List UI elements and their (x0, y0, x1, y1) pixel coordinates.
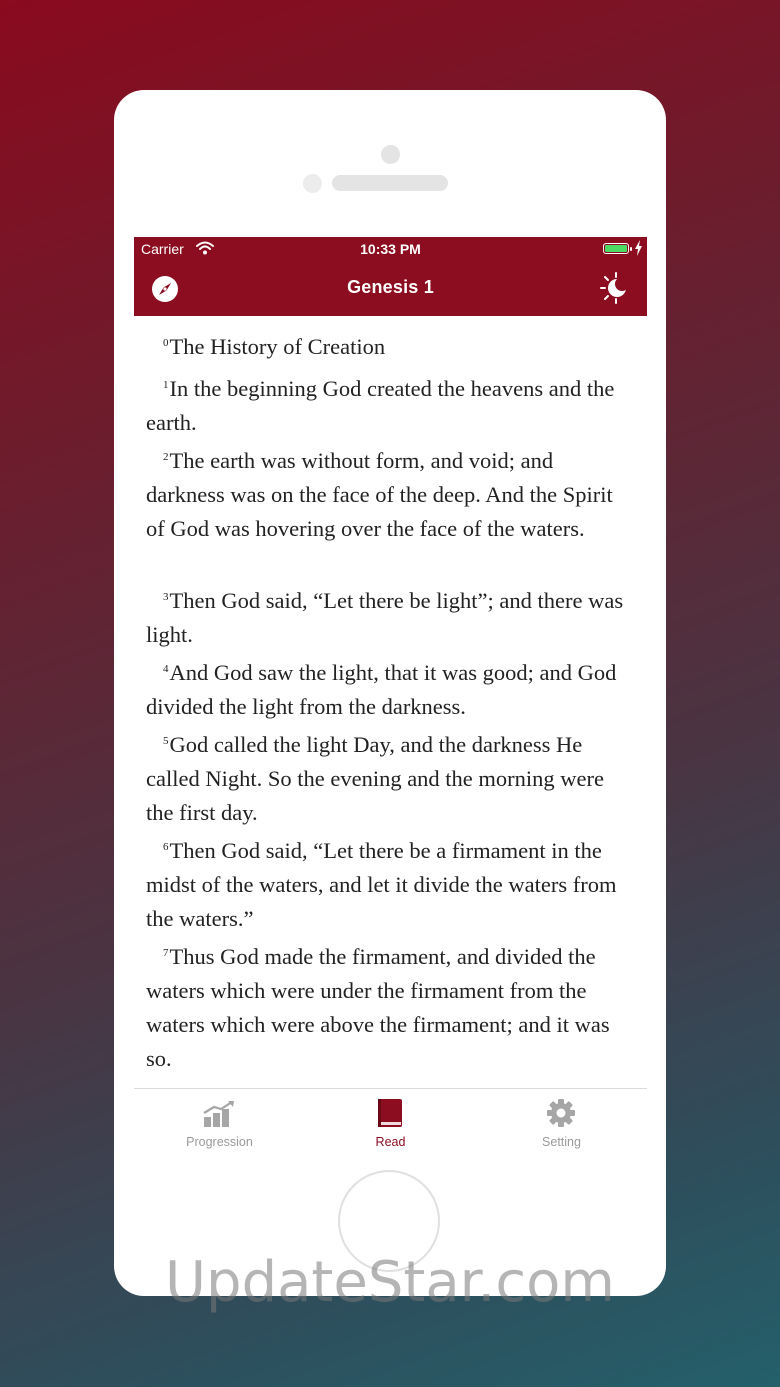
tab-progression[interactable] (134, 1089, 305, 1157)
heading-text: The History of Creation (169, 334, 386, 359)
tab-bar (134, 1088, 647, 1157)
sensor (303, 174, 322, 193)
verse-number: 4 (163, 662, 169, 675)
verse-number: 3 (163, 590, 169, 603)
verse-number: 1 (163, 378, 169, 391)
verse (146, 834, 636, 936)
status-bar (134, 237, 647, 261)
phone-frame (114, 90, 666, 1296)
book-icon (373, 1099, 407, 1129)
tab-label: Setting (542, 1135, 581, 1149)
verse-text: And God saw the light, that it was good; and God divided the light from the darkness. (146, 660, 617, 719)
carrier-label: Carrier (141, 241, 184, 257)
watermark: UpdateStar.com (165, 1250, 615, 1315)
nav-bar (134, 261, 647, 316)
chart-icon (202, 1099, 236, 1129)
verse-number: 5 (163, 734, 169, 747)
verse-text: Then God said, “Let there be light”; and there was light. (146, 588, 624, 647)
verse-number: 2 (163, 450, 169, 463)
verse (146, 444, 636, 546)
tab-setting[interactable] (476, 1089, 647, 1157)
tab-read[interactable] (305, 1089, 476, 1157)
verse-number: 0 (163, 336, 169, 349)
day-night-icon[interactable] (599, 271, 633, 305)
page-title: Genesis 1 (347, 277, 434, 297)
tab-label: Progression (186, 1135, 253, 1149)
reading-pane[interactable] (134, 316, 647, 1088)
verse (146, 728, 636, 830)
verse-number: 7 (163, 946, 169, 959)
verse (146, 584, 636, 652)
verse-text: In the beginning God created the heavens and the earth. (146, 376, 615, 435)
battery-icon (603, 243, 629, 254)
section-heading (163, 330, 385, 364)
charging-icon (634, 240, 643, 256)
verse (146, 372, 636, 440)
camera (381, 145, 400, 164)
clock: 10:33 PM (360, 241, 421, 257)
verse-text: God called the light Day, and the darkness He called Night. So the evening and the morning were the first day. (146, 732, 604, 825)
verse (146, 656, 636, 724)
verse (146, 940, 636, 1076)
verse-text: Then God said, “Let there be a firmament in the midst of the waters, and let it divide the waters from the waters.” (146, 838, 617, 931)
verse-text: Thus God made the firmament, and divided the waters which were under the firmament from the waters which were above the firmament; and it was so. (146, 944, 610, 1071)
verse-number: 6 (163, 840, 169, 853)
gear-icon (544, 1099, 578, 1129)
speaker (332, 175, 448, 191)
tab-label: Read (375, 1135, 406, 1149)
verse-text: The earth was without form, and void; and darkness was on the face of the deep. And the Spirit of God was hovering over the face of the waters. (146, 448, 613, 541)
app-screen (134, 237, 647, 1157)
